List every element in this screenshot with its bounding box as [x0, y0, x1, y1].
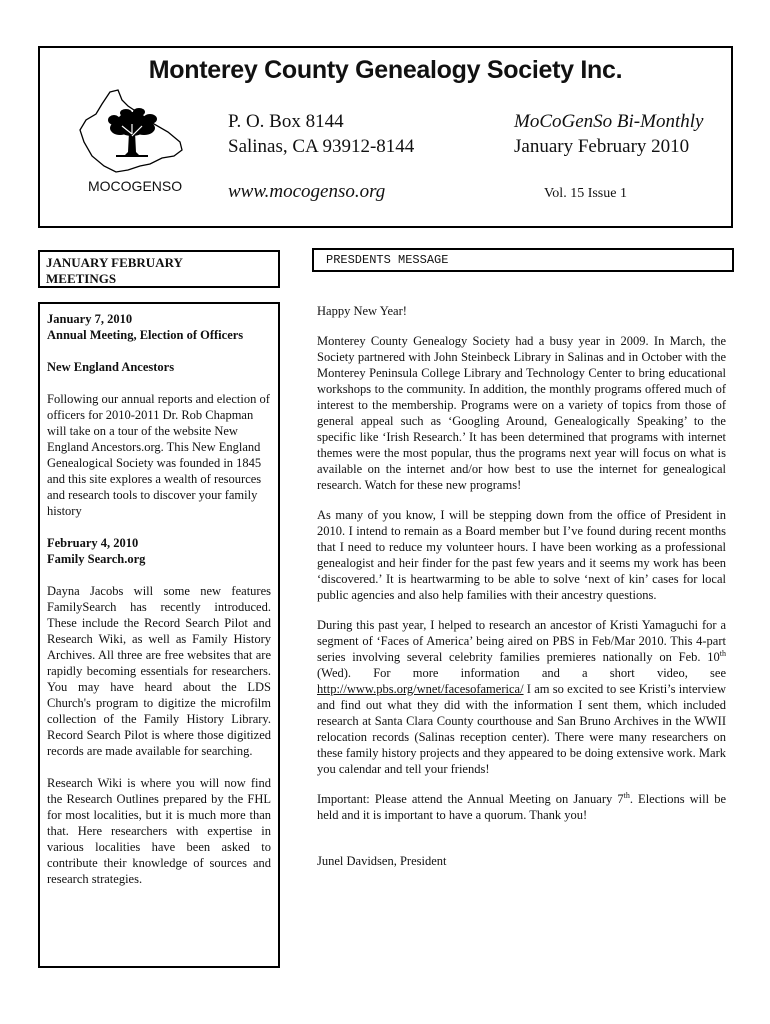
meeting-1-title: Annual Meeting, Election of Officers	[47, 328, 244, 342]
meetings-heading	[38, 250, 280, 288]
meeting-1-date: January 7, 2010	[47, 312, 133, 326]
meeting-2-description: Dayna Jacobs will some new features FamilySearch has recently introduced. These include the Record Search Pilot and Research Wiki, as well as Family History Archives. All three are free websites that are rapidly becoming essentials for researchers. You may have heard about the LDS Church's program to digitize the microfilm collection of the Family History Library. Record Search Pilot is where those digitized records are made available for searching.	[47, 584, 271, 758]
address-line-2: Salinas, CA 93912-8144	[228, 136, 415, 157]
meeting-1-subtitle: New England Ancestors	[47, 360, 175, 374]
message-paragraph-2: As many of you know, I will be stepping down from the office of President in 2010. I intend to remain as a Board member but I’ve found during recent months that I need to reduce my volunteer hours. I have been working as a professional genealogist and heir finder for the past few years and it seems my work has been ‘discovered.’ It is heartwarming to be able to solve ‘next of kin’ cases for local public agencies and also help families with their ancestry questions.	[317, 508, 726, 602]
meeting-1-description: Following our annual reports and election of officers for 2010-2011 Dr. Rob Chapman will take on a tour of the website New England Ancestors.org. This New England Genealogical Society was founded in 1845 and this site explores a wealth of resources and research tools to discover your family history	[47, 392, 270, 518]
presidents-message-body	[317, 303, 726, 883]
message-paragraph-4: Important: Please attend the Annual Meeting on January 7th. Elections will be held and it is important to have a quorum. Thank you!	[317, 790, 726, 822]
signature: Junel Davidsen, President	[317, 854, 447, 868]
county-oak-tree-logo	[70, 86, 190, 178]
logo-label: MOCOGENSO	[88, 178, 183, 194]
mailing-address	[228, 109, 414, 159]
website-link[interactable]: www.mocogenso.org	[228, 181, 386, 202]
newsletter-name: MoCoGenSo Bi-Monthly	[514, 111, 704, 132]
masthead	[38, 46, 733, 228]
meetings-heading-line-2: MEETINGS	[46, 271, 117, 286]
message-paragraph-3: During this past year, I helped to research an ancestor of Kristi Yamaguchi for a segment of ‘Faces of America’ being aired on PBS in Feb/Mar 2010. This 4-part series involving several celebrity families premieres nationally on Feb. 10th (Wed). For more information and a short video, see http://www.pbs.org/wnet/facesofamerica/ I am so excited to see Kristi’s interview and find out what they did with the information I sent them, which included research at Santa Clara County courthouse and San Bruno Archives in the WWII relocation records (Salinas reception center). There were many researchers on these family history projects and they appeared to be doing extensive work. Mark you calendar and tell your friends!	[317, 618, 726, 776]
meeting-2-date: February 4, 2010	[47, 536, 139, 550]
volume-issue: Vol. 15 Issue 1	[544, 186, 627, 201]
address-line-1: P. O. Box 8144	[228, 111, 344, 132]
message-paragraph-1: Monterey County Genealogy Society had a busy year in 2009. In March, the Society partnered with John Steinbeck Library in Salinas and in October with the Monterey Peninsula College Library and Technology Center to bring educational workshops to the community. In addition, the monthly programs offered much of interest to the membership. Programs were on a variety of topics from those of general appeal such as ‘Googling Around, Genealogically Speaking’ to the specific like ‘Irish Research.’ It has been determined that programs with internet themes were the most popular, thus the programs next year will focus on what is available on the internet and/or how best to use the internet for genealogical research. Watch for these new programs!	[317, 334, 726, 492]
issue-info	[514, 109, 703, 159]
meeting-2-title: Family Search.org	[47, 552, 146, 566]
meetings-heading-line-1: JANUARY FEBRUARY	[46, 255, 183, 270]
meetings-column	[38, 302, 280, 968]
pbs-link[interactable]: http://www.pbs.org/wnet/facesofamerica/	[317, 682, 524, 696]
meeting-2-research-wiki: Research Wiki is where you will now find the Research Outlines prepared by the FHL for most localities, but it is much more than that. Here researchers with expertise in various localities have been asked to contribute their knowledge of sources and research strategies.	[47, 776, 271, 886]
newsletter-title: Monterey County Genealogy Society Inc.	[148, 56, 623, 84]
presidents-message-heading: PRESDENTS MESSAGE	[312, 248, 734, 272]
issue-date: January February 2010	[514, 136, 690, 157]
greeting: Happy New Year!	[317, 304, 407, 318]
